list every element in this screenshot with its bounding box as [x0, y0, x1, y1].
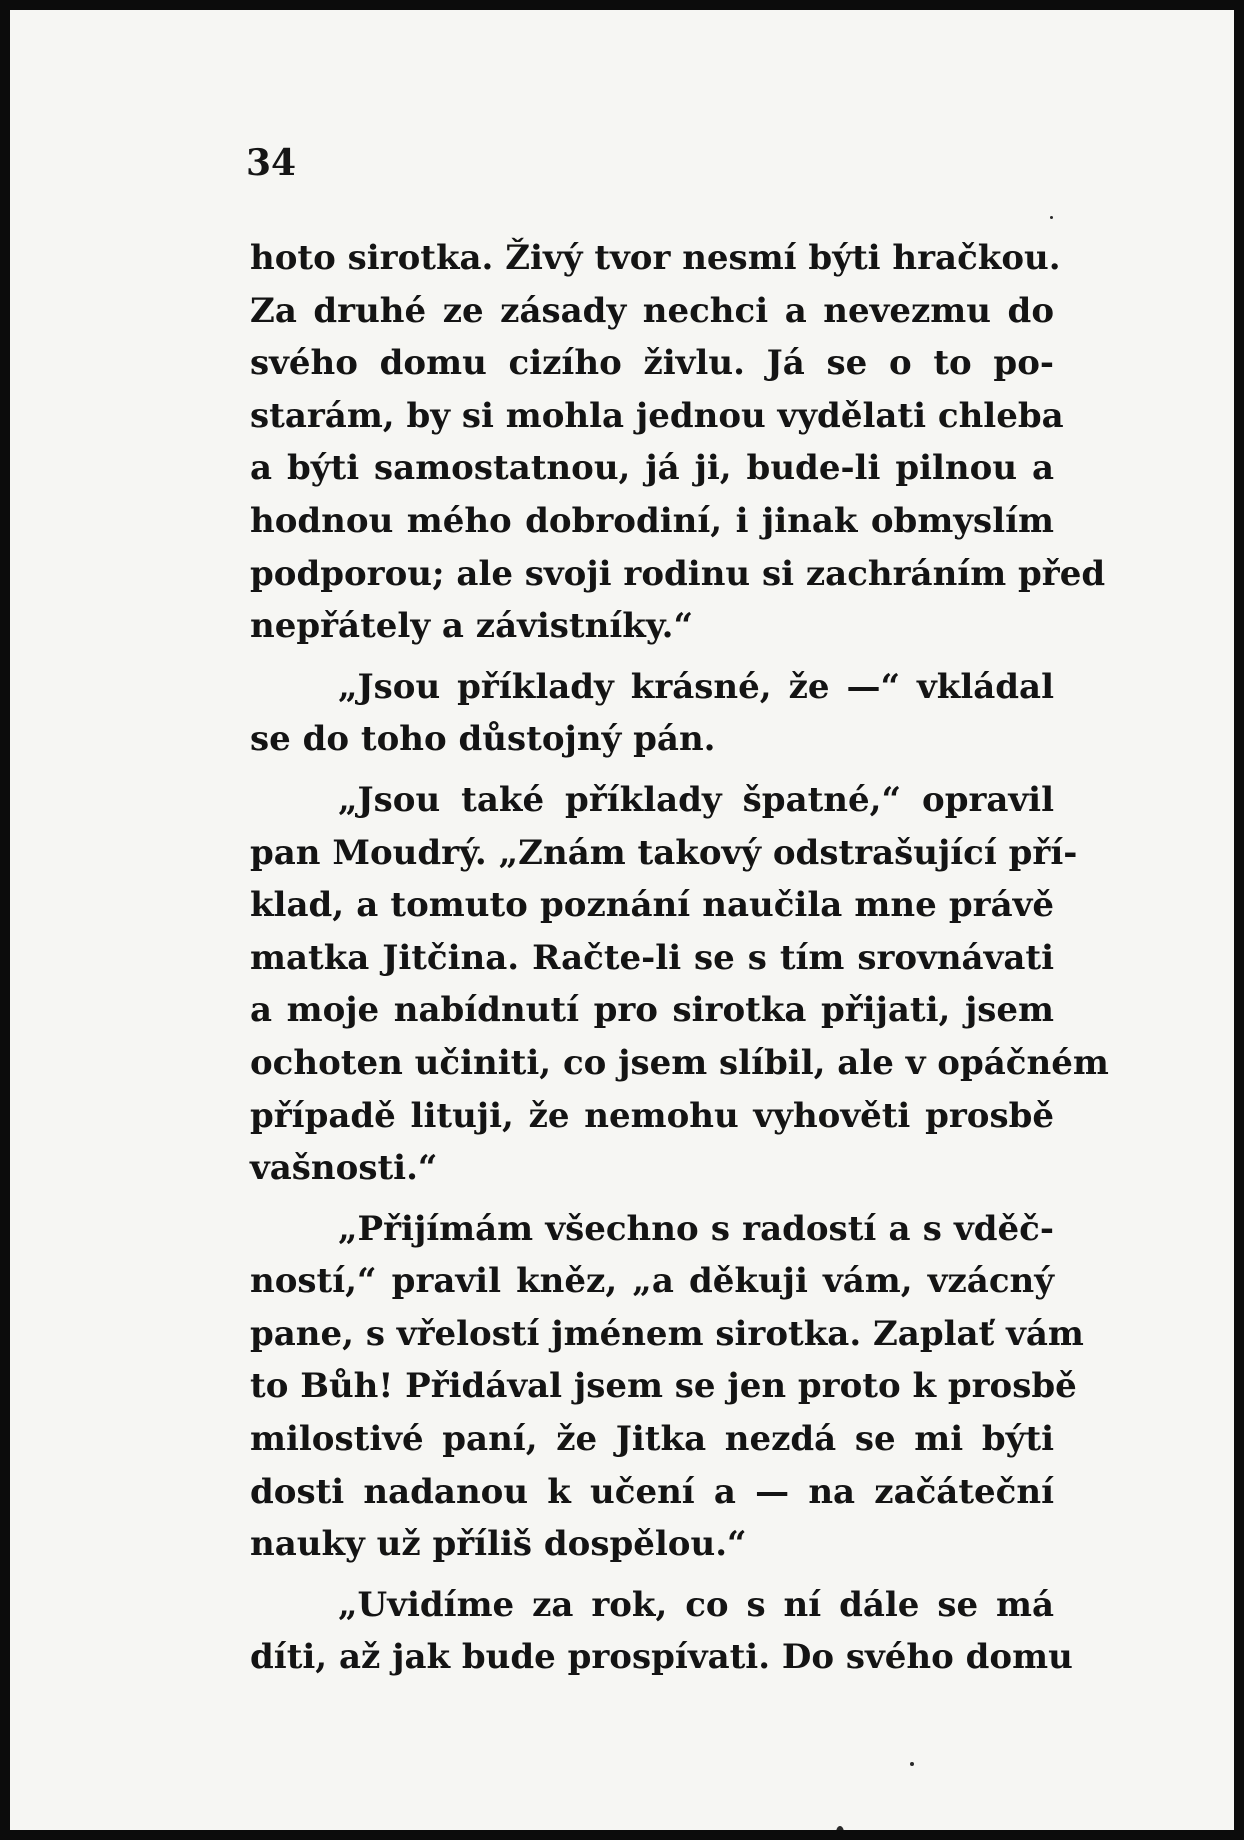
text-line: klad, a tomuto poznání naučila mne právě	[250, 885, 1054, 926]
paragraph	[250, 661, 1054, 766]
text-line: díti, až jak bude prospívati. Do svého domu	[250, 1637, 1073, 1678]
text-line: případě lituji, že nemohu vyhověti prosbě	[250, 1095, 1054, 1136]
text-line: hoto sirotka. Živý tvor nesmí býti hračkou.	[250, 238, 1061, 278]
text-line: ochoten učiniti, co jsem slíbil, ale v opáčném	[250, 1042, 1109, 1083]
paragraph	[250, 232, 1106, 653]
text-line: vašnosti.“	[250, 1148, 438, 1189]
text-line: pane, s vřelostí jménem sirotka. Zaplať vám	[250, 1313, 1084, 1354]
book-page	[10, 10, 1234, 1830]
text-line: Za druhé ze zásady nechci a nevezmu do	[250, 290, 1054, 331]
paragraph	[250, 1203, 1084, 1571]
text-line: dosti nadanou k učení a — na začáteční	[250, 1471, 1054, 1512]
text-line: „Jsou příklady krásné, že —“ vkládal	[338, 666, 1054, 707]
text-line: se do toho důstojný pán.	[250, 719, 716, 760]
text-line: „Jsou také příklady špatné,“ opravil	[338, 779, 1054, 820]
scan-speck	[910, 1762, 914, 1766]
text-line: milostivé paní, že Jitka nezdá se mi býti	[250, 1419, 1054, 1460]
text-line: hodnou mého dobrodiní, i jinak obmyslím	[250, 500, 1054, 541]
text-line: nepřátely a závistníky.“	[250, 606, 694, 647]
scan-speck	[836, 1826, 844, 1830]
text-line: matka Jitčina. Račte-li se s tím srovnávati	[250, 937, 1054, 978]
text-line: „Přijímám všechno s radostí a s vděč-	[338, 1208, 1054, 1249]
text-line: to Bůh! Přidával jsem se jen proto k prosbě	[250, 1366, 1077, 1407]
text-line: a moje nabídnutí pro sirotka přijati, jsem	[250, 990, 1054, 1031]
text-line: „Uvidíme za rok, co s ní dále se má	[338, 1584, 1054, 1625]
paragraph	[250, 1579, 1073, 1684]
text-line: svého domu cizího živlu. Já se o to po-	[250, 343, 1054, 384]
scan-speck	[1050, 216, 1053, 219]
text-line: pan Moudrý. „Znám takový odstrašující pří-	[250, 832, 1078, 873]
paragraph	[250, 774, 1109, 1195]
text-line: a býti samostatnou, já ji, bude-li pilnou a	[250, 448, 1054, 489]
text-line: nauky už příliš dospělou.“	[250, 1524, 747, 1565]
body-text	[250, 232, 1109, 1684]
text-line: podporou; ale svoji rodinu si zachráním před	[250, 553, 1106, 594]
page-number: 34	[246, 142, 297, 184]
text-line: starám, by si mohla jednou vydělati chleba	[250, 395, 1064, 436]
text-line: ností,“ pravil kněz, „a děkuji vám, vzácný	[250, 1261, 1054, 1302]
